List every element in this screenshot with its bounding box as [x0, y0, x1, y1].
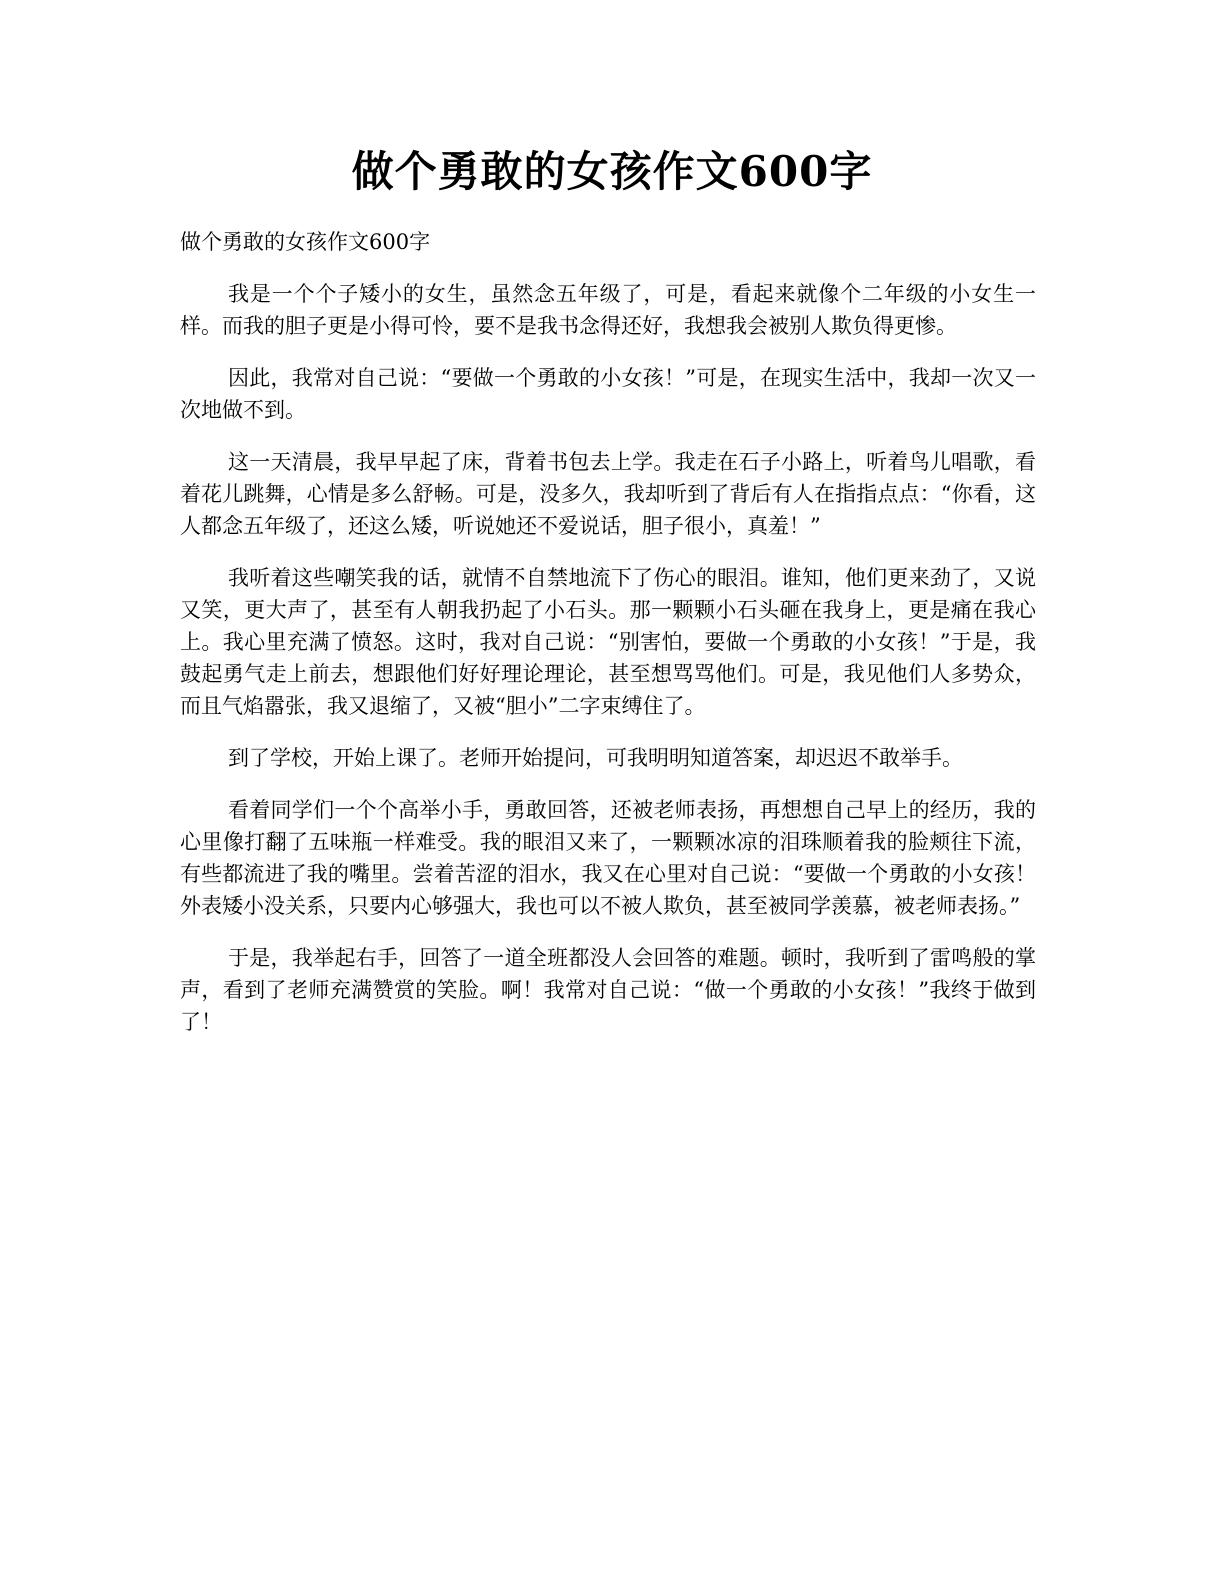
document-title: 做个勇敢的女孩作文600字	[351, 147, 873, 196]
document-subtitle: 做个勇敢的女孩作文600字	[180, 230, 431, 254]
paragraph: 这一天清晨，我早早起了床，背着书包去上学。我走在石子小路上，听着鸟儿唱歌，看着花儿跳舞，心情是多么舒畅。可是，没多久，我却听到了背后有人在指指点点：“你看，这人都念五年级了，还这么矮，听说她还不爱说话，胆子很小，真羞！”	[180, 450, 1036, 538]
paragraph: 于是，我举起右手，回答了一道全班都没人会回答的难题。顿时，我听到了雷鸣般的掌声，看到了老师充满赞赏的笑脸。啊！我常对自己说：“做一个勇敢的小女孩！”我终于做到了！	[180, 946, 1036, 1034]
paragraph: 到了学校，开始上课了。老师开始提问，可我明明知道答案，却迟迟不敢举手。	[228, 746, 963, 770]
paragraph: 因此，我常对自己说：“要做一个勇敢的小女孩！”可是，在现实生活中，我却一次又一次地做不到。	[180, 366, 1036, 422]
paragraph: 看着同学们一个个高举小手，勇敢回答，还被老师表扬，再想想自己早上的经历，我的心里像打翻了五味瓶一样难受。我的眼泪又来了，一颗颗冰凉的泪珠顺着我的脸颊往下流，有些都流进了我的嘴里。尝着苦涩的泪水，我又在心里对自己说：“要做一个勇敢的小女孩！外表矮小没关系，只要内心够强大，我也可以不被人欺负，甚至被同学羡慕，被老师表扬。”	[180, 798, 1036, 918]
paragraph: 我听着这些嘲笑我的话，就情不自禁地流下了伤心的眼泪。谁知，他们更来劲了，又说又笑，更大声了，甚至有人朝我扔起了小石头。那一颗颗小石头砸在我身上，更是痛在我心上。我心里充满了愤怒。这时，我对自己说：“别害怕，要做一个勇敢的小女孩！”于是，我鼓起勇气走上前去，想跟他们好好理论理论，甚至想骂骂他们。可是，我见他们人多势众，而且气焰嚣张，我又退缩了，又被“胆小”二字束缚住了。	[180, 566, 1036, 718]
paragraph: 我是一个个子矮小的女生，虽然念五年级了，可是，看起来就像个二年级的小女生一样。而我的胆子更是小得可怜，要不是我书念得还好，我想我会被别人欺负得更惨。	[180, 282, 1036, 338]
document-body	[180, 226, 1036, 1058]
